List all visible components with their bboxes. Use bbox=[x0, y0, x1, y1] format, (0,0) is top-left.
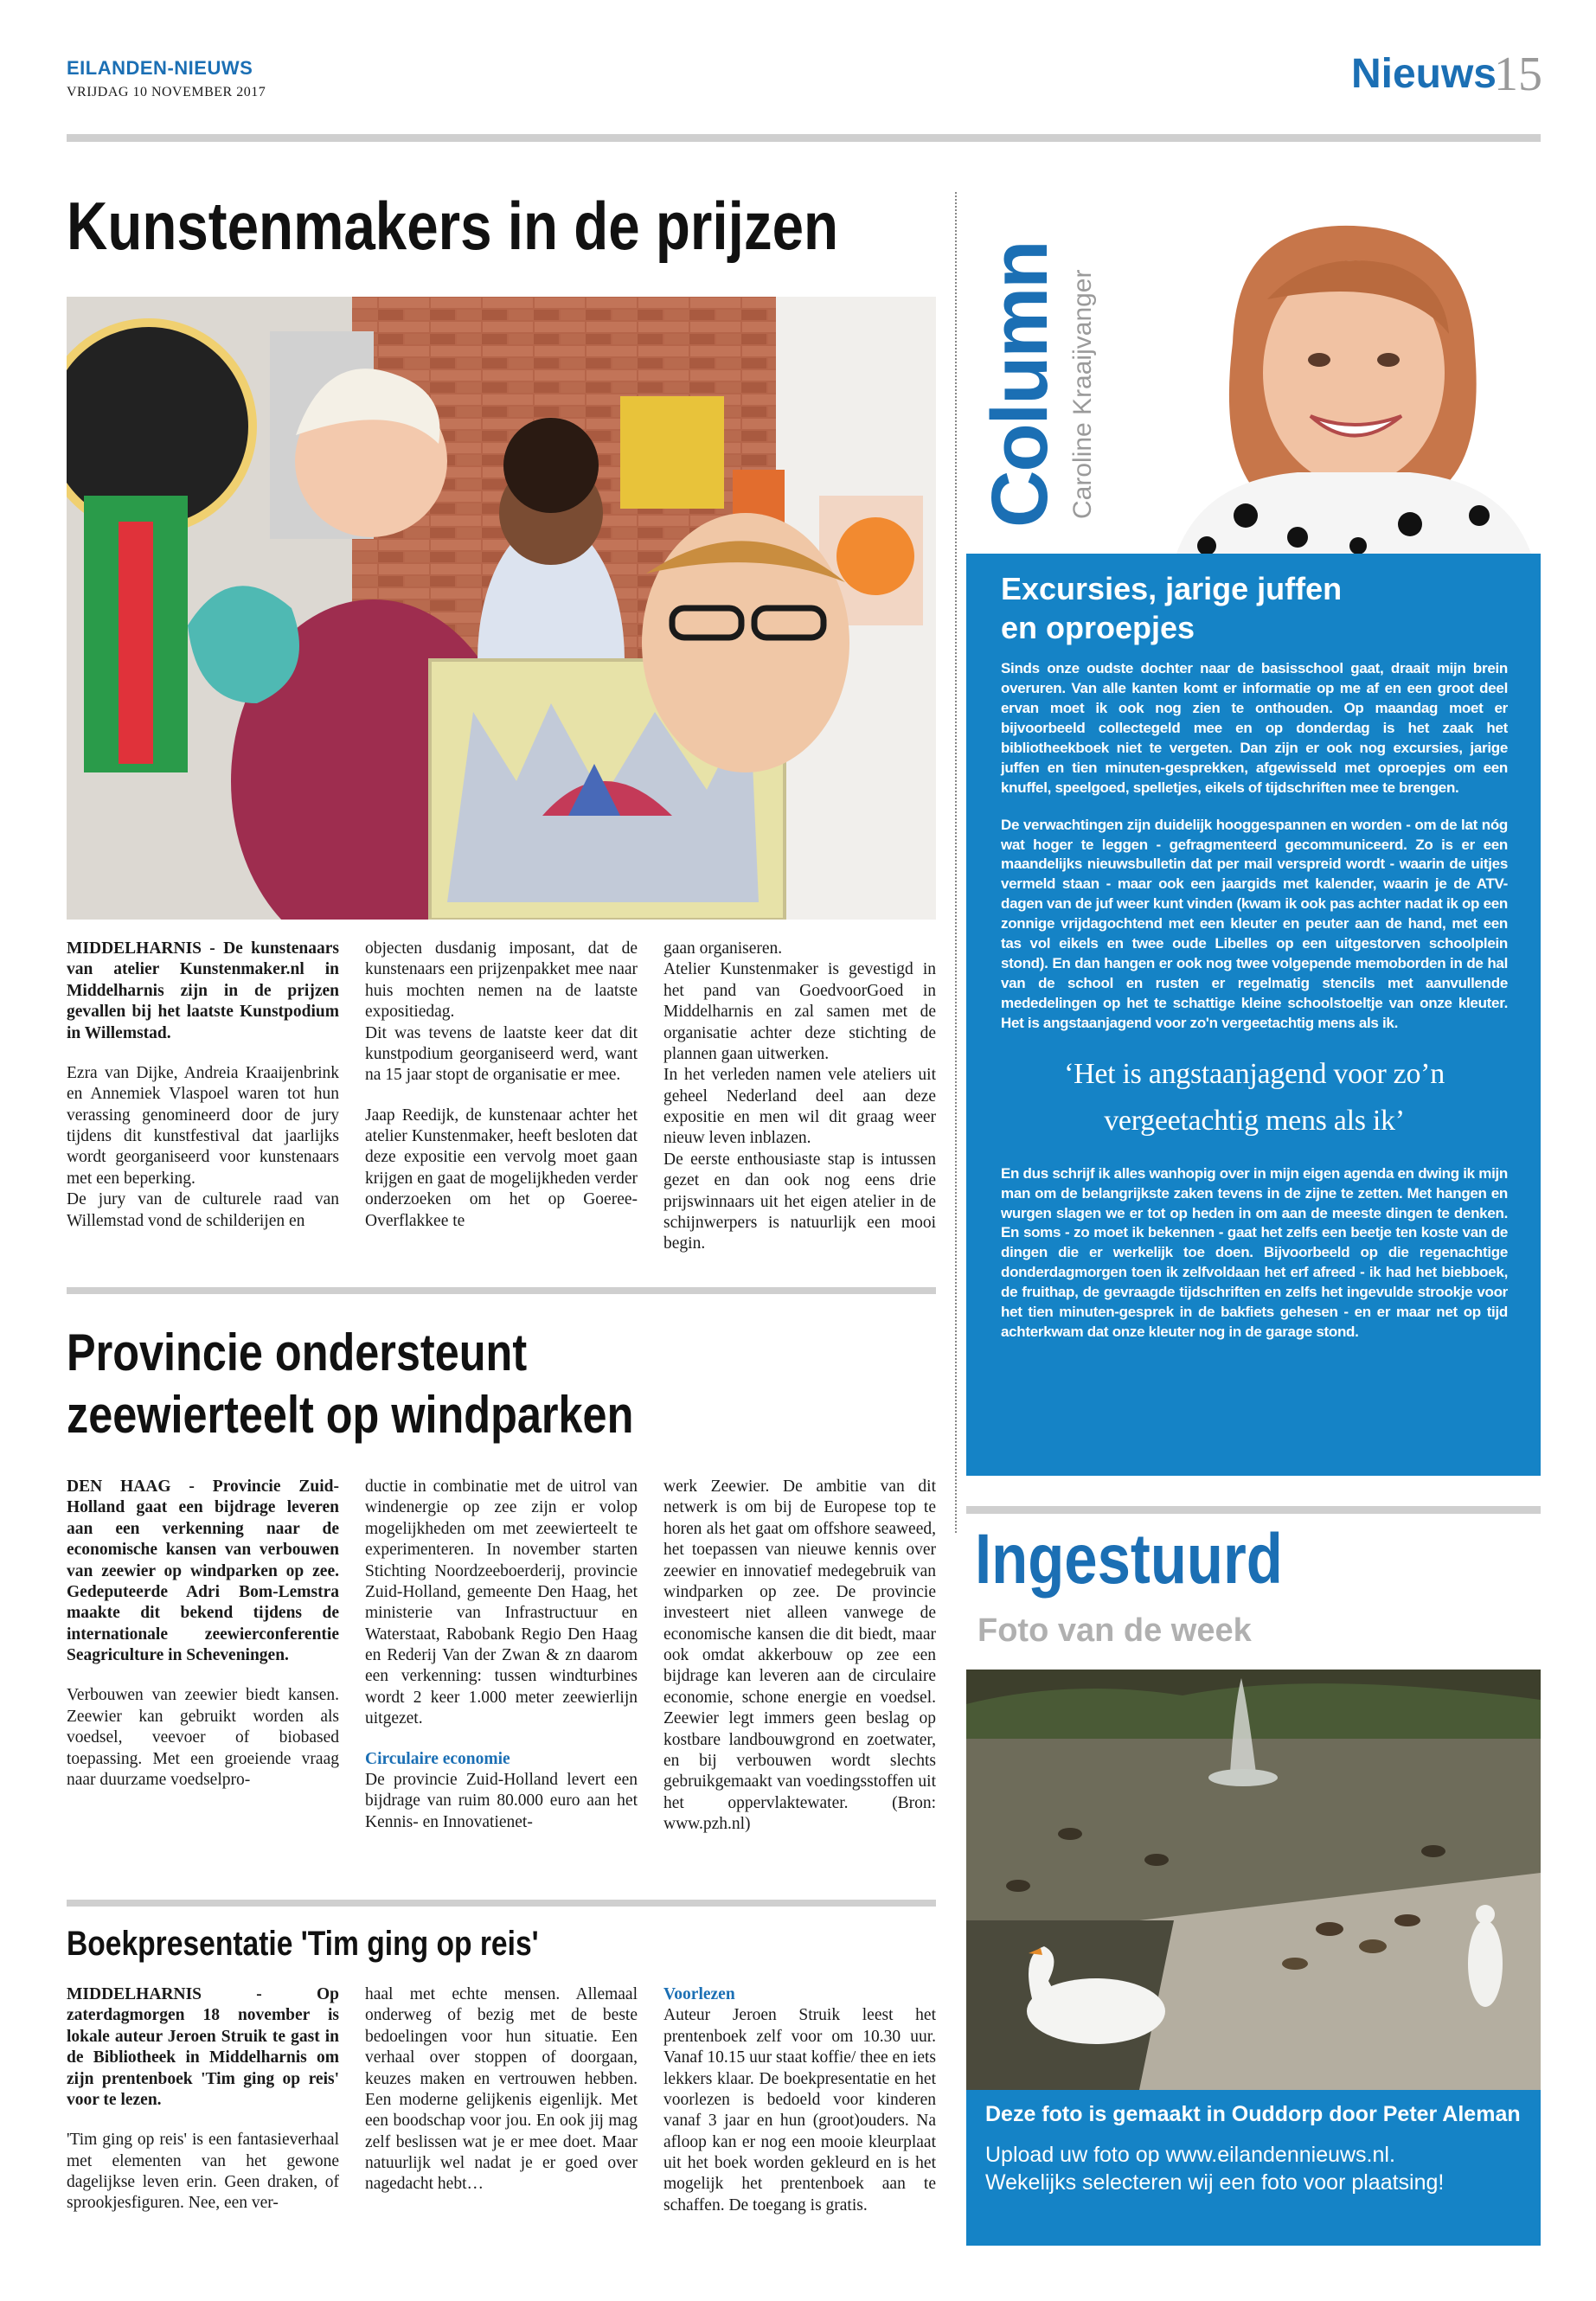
article3-lead: MIDDELHARNIS - Op zaterdagmorgen 18 november is lokale auteur Jeroen Struik te gast in de Bibliotheek in Middelharnis om zijn prentenboek 'Tim ging op reis' voor te lezen. bbox=[67, 1985, 339, 2109]
article1-photo bbox=[67, 297, 936, 920]
article2-subhead: Circulaire economie bbox=[365, 1749, 510, 1768]
newspaper-logo: EILANDEN-NIEUWS bbox=[67, 57, 253, 79]
article3-paragraph: haal met echte mensen. Allemaal onderweg of bezig met de beste bedoelingen voor hun situatie. Een verhaal over stoppen of doorgaan, keuzes maken en vertrouwen hebben. Een moderne gelijkenis eigenlijk. Met een boodschap voor jou. En ook jij mag zelf beslissen wat je er mee doet. Maar natuurlijk wel nadat je er goed over nagedacht hebt… bbox=[365, 1985, 638, 2194]
issue-date: VRIJDAG 10 NOVEMBER 2017 bbox=[67, 85, 266, 99]
article2-paragraph: Verbouwen van zeewier biedt kansen. Zeewier kan gebruikt worden als voedsel, veevoer of biobased toepassing. Met een groeiende vraag naar duurzame voedselpro- bbox=[67, 1686, 339, 1789]
article3-paragraph: Auteur Jeroen Struik leest het prentenboek zelf voor om 10.30 uur. Vanaf 10.15 uur staat koffie/ thee en iets lekkers klaar. De boekpresentatie en het voorlezen is bedoeld voor kinderen vanaf 3 jaar en hun (groot)ouders. Na afloop kan er nog een mooie kleurplaat uit het boek worden gekleurd en is het mogelijk het prentenboek aan te schaffen. De toegang is gratis. bbox=[663, 2006, 936, 2214]
author-portrait bbox=[1151, 204, 1541, 554]
column-paragraph: Sinds onze oudste dochter naar de basisschool gaat, draait mijn brein overuren. Van alle kanten komt er informatie op me af en een groot deel ervan moet ik ook nog zien te onthouden. Op maandag moet er bijvoorbeeld collectegeld mee en op donderdag is het zaak het bibliotheekboek niet te vergeten. Dan zijn er ook nog excursies, jarige juffen en tien minuten-gesprekken, afgewisseld met oproepjes om een knuffel, speelgoed, spelletjes, eikels of tijdschriften mee te brengen. bbox=[1001, 660, 1508, 796]
article3-headline: Boekpresentatie 'Tim ging op reis' bbox=[67, 1925, 539, 1963]
article2-column-1 bbox=[67, 1477, 339, 1810]
article2-column-3 bbox=[663, 1477, 936, 1854]
column-title-line: en oproepjes bbox=[1001, 610, 1195, 645]
section-title: Nieuws bbox=[1350, 51, 1497, 97]
top-divider bbox=[67, 134, 1541, 142]
photo-of-week-label: Foto van de week bbox=[977, 1612, 1252, 1649]
pullquote-line: vergeetachtig mens als ik’ bbox=[1104, 1105, 1405, 1138]
column-label: Column bbox=[976, 241, 1064, 528]
article2-headline bbox=[67, 1322, 633, 1446]
selection-note: Wekelijks selecteren wij een foto voor plaatsing! bbox=[985, 2170, 1445, 2195]
article3-column-3 bbox=[663, 1984, 936, 2216]
article1-column-2 bbox=[365, 939, 638, 1251]
article3-subhead: Voorlezen bbox=[663, 1985, 735, 2003]
column-paragraph: En dus schrijf ik alles wanhopig over in mijn eigen agenda en dwing ik mijn man om de belangrijkste zaken tevens in de zijne te zetten. Met hangen en wurgen slagen we er tot op heden in om aan de meeste dingen te denken. En soms - zo moet ik bekennen - gaat het zelfs een beetje ten koste van de dingen die er werkelijk toe doen. Bijvoorbeeld op die regenachtige donderdagmorgen toen ik zelfvoldaan het erf afreed - ik had het biebboek, de fruithap, de gevraagde tijdschriften en zelfs het ingevulde strookje voor het tien minuten-gesprek in de bakfiets gehesen - en er maar net op tijd achterkwam dat onze kleuter nog in de garage stond. bbox=[1001, 1164, 1508, 1341]
article3-column-1 bbox=[67, 1984, 339, 2234]
article2-headline-line: zeewierteelt op windparken bbox=[67, 1386, 634, 1444]
article1-paragraph: De jury van de culturele raad van Willemstad vond de schilderijen en bbox=[67, 1190, 339, 1230]
column-paragraph: De verwachtingen zijn duidelijk hooggespannen en worden - om de lat nóg wat hoger te leggen - gefragmenteerd gecommuniceerd. Zo is er een maandelijks nieuwsbulletin dat per mail verspreid wordt - waarin de uitjes vermeld staan - maar ook een jaargids met kalender, waarin je de ATV-dagen van de juf weer kunt vinden (kwam ik ook pas achter nadat ik op een zonnige vrijdagochtend met een kleuter en peuter aan de hand, met een tas vol eikels en twee oude Libelles op een uitgestorven schoolplein stond). En dan hangen er ook nog twee volgepende memoborden in de hal van de school en rusten er regelmatig stencils met aanvullende mededelingen op het te schattige kleine schoolstoeltje van onze kleuter. Het is angstaanjagend voor zo'n vergeetachtig mens als ik. bbox=[1001, 816, 1508, 1031]
article1-paragraph: Atelier Kunstenmaker is gevestigd in het pand van GoedvoorGoed in Middelharnis en zal samen met de organisatie achter deze stichting de plannen gaan uitwerken. bbox=[663, 960, 936, 1063]
photo-caption-box bbox=[966, 2090, 1541, 2246]
article1-column-3 bbox=[663, 939, 936, 1274]
column-pullquote bbox=[1001, 1051, 1508, 1145]
upload-instruction: Upload uw foto op www.eilandennieuws.nl. bbox=[985, 2142, 1395, 2167]
article2-paragraph: werk Zeewier. De ambitie van dit netwerk is om bij de Europese top te horen als het gaat om offshore seaweed, het toepassen van nieuwe kennis over zeewier en innovatief medegebruik van windparken op zee. De provincie investeert niet alleen vanwege de economische kansen die dit biedt, maar ook omdat akkerbouw op zee een bijdrage kan leveren aan de circulaire economie, schone energie en voedsel. Zeewier legt immers geen beslag op kostbare landbouwgrond en zoetwater, en bij verbouwen wordt slechts gebruikgemaakt van voedingsstoffen uit het oppervlaktewater. (Bron: www.pzh.nl) bbox=[663, 1477, 936, 1833]
article2-headline-line: Provincie ondersteunt bbox=[67, 1324, 528, 1381]
article-divider bbox=[67, 1900, 936, 1907]
column-author: Caroline Kraaijvanger bbox=[1068, 269, 1097, 519]
article3-column-2 bbox=[365, 1984, 638, 2214]
section-divider bbox=[966, 1506, 1541, 1514]
article3-paragraph: 'Tim ging op reis' is een fantasieverhaal met elementen van het gewone dagelijkse leven erin. Geen draken, of sprookjesfiguren. Nee, een ver- bbox=[67, 2131, 339, 2213]
article1-headline: Kunstenmakers in de prijzen bbox=[67, 188, 839, 264]
photo-of-the-week bbox=[966, 1670, 1541, 2090]
article2-lead: DEN HAAG - Provincie Zuid-Holland gaat een bijdrage leveren aan een verkenning naar de economische kansen van verbouwen van zeewier op windparken op zee. Gedeputeerde Adri Bom-Lemstra maakte dit bekend tijdens de internationale zeewierconferentie Seagriculture in Scheveningen. bbox=[67, 1477, 339, 1664]
article2-paragraph: ductie in combinatie met de uitrol van windenergie op zee zijn er volop mogelijkheden om met zeewierteelt te experimenteren. In november starten Stichting Noordzeeboerderij, provincie Zuid-Holland, gemeente Den Haag, het ministerie van Infrastructuur en Waterstaat, Rabobank Regio Den Haag en Rederij Van der Zwan & zn daarom een verkenning: tussen windturbines wordt 2 keer 1.000 meter zeewierlijn uitgezet. bbox=[365, 1477, 638, 1728]
column-title bbox=[1001, 569, 1508, 647]
article1-column-1 bbox=[67, 939, 339, 1251]
column-separator bbox=[955, 192, 957, 1533]
article2-column-2 bbox=[365, 1477, 638, 1833]
column-title-line: Excursies, jarige juffen bbox=[1001, 571, 1343, 606]
ingestuurd-title: Ingestuurd bbox=[975, 1520, 1283, 1599]
article1-lead: MIDDELHARNIS - De kunstenaars van atelier Kunstenmaker.nl in Middelharnis zijn in de prijzen gevallen bij het laatste Kunstpodium in Willemstad. bbox=[67, 939, 339, 1042]
article1-paragraph: Jaap Reedijk, de kunstenaar achter het atelier Kunstenmaker, heeft besloten dat deze expositie een vervolg moet gaan krijgen en gaat de mogelijkheden verder onderzoeken om het op Goeree-Overflakkee te bbox=[365, 1106, 638, 1230]
article1-paragraph: In het verleden namen vele ateliers uit geheel Nederland deel aan deze expositie en men wil dit graag weer nieuw leven inblazen. bbox=[663, 1066, 936, 1148]
article-divider bbox=[67, 1287, 936, 1294]
column-body bbox=[1001, 659, 1508, 1343]
page-number: 15 bbox=[1494, 48, 1542, 101]
column-box bbox=[966, 554, 1541, 1476]
pullquote-line: ‘Het is angstaanjagend voor zo’n bbox=[1064, 1057, 1445, 1090]
article2-paragraph: De provincie Zuid-Holland levert een bijdrage van ruim 80.000 euro aan het Kennis- en Innovatienet- bbox=[365, 1770, 638, 1831]
article1-paragraph: De eerste enthousiaste stap is intussen gezet en dan ook nog eens drie prijswinnaars uit het eigen atelier in de schijnwerpers is natuurlijk een mooi begin. bbox=[663, 1150, 936, 1253]
article1-paragraph: Ezra van Dijke, Andreia Kraaijenbrink en Annemiek Vlaspoel waren tot hun verassing genomineerd door de jury tijdens dit kunstfestival dat jaarlijks wordt georganiseerd voor kunstenaars met een beperking. bbox=[67, 1063, 339, 1188]
article1-paragraph: gaan organiseren. bbox=[663, 939, 783, 958]
article1-paragraph: Dit was tevens de laatste keer dat dit kunstpodium georganiseerd werd, want na 15 jaar stopt de organisatie er mee. bbox=[365, 1023, 638, 1085]
photo-caption: Deze foto is gemaakt in Ouddorp door Peter Aleman bbox=[985, 2102, 1521, 2126]
article1-paragraph: objecten dusdanig imposant, dat de kunstenaars een prijzenpakket mee naar huis mochten nemen na de laatste expositiedag. bbox=[365, 939, 638, 1022]
